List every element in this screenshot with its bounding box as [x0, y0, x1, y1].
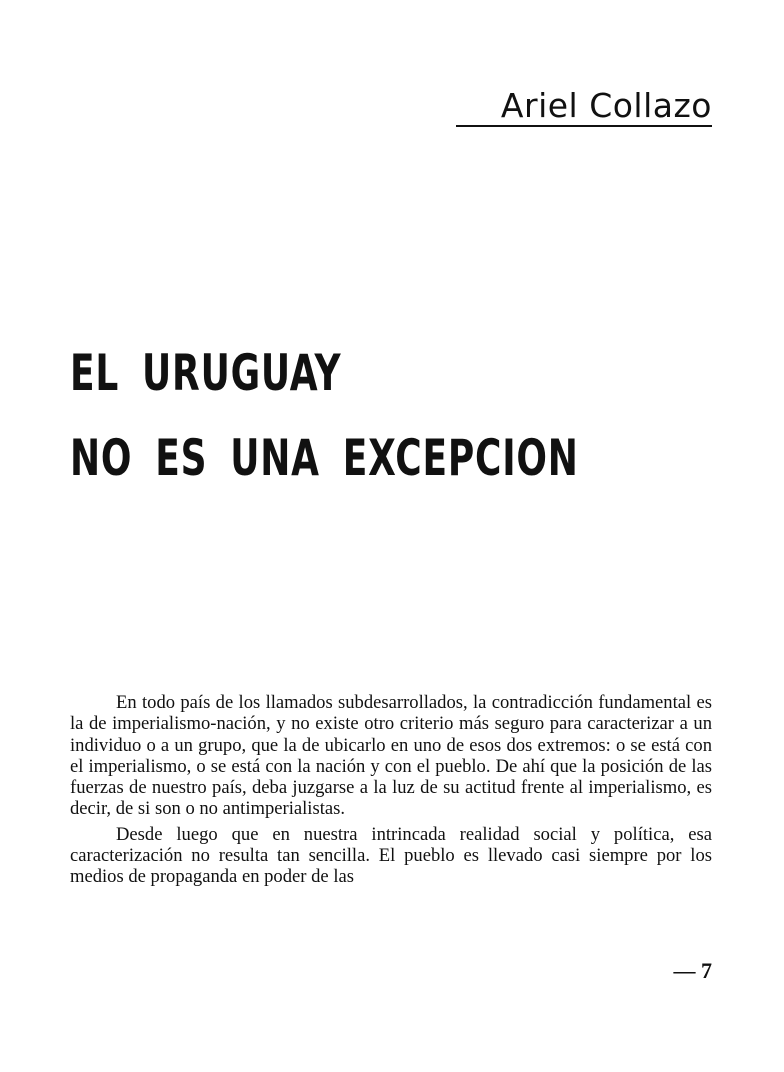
author-name: Ariel Collazo — [500, 86, 712, 125]
paragraph-1: En todo país de los llamados subdesarrollados, la contradicción fundamental es la de imperialismo-nación, y no existe otro criterio más seguro para caracterizar a un individuo o a un grupo, que la de ubicarlo en uno de esos dos extremos: o se está con el imperialismo, o se está con la nación y con el pueblo. De ahí que la posición de las fuerzas de nuestro país, deba juzgarse a la luz de su actitud frente al imperialismo, es decir, de si son o no antimperialistas. — [70, 692, 712, 820]
article-title-line-2: NO ES UNA EXCEPCION — [70, 429, 579, 487]
author-underline — [456, 125, 712, 127]
page-number: — 7 — [673, 958, 712, 983]
paragraph-2: Desde luego que en nuestra intrincada realidad social y política, esa caracterización no resulta tan sencilla. El pueblo es llevado casi siempre por los medios de propaganda en poder de las — [70, 823, 712, 888]
article-body — [70, 692, 712, 888]
article-title-line-1: EL URUGUAY — [70, 344, 342, 402]
